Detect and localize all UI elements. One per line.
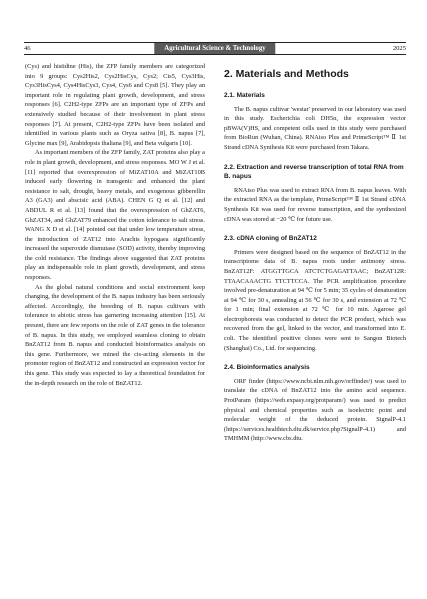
left-paragraph-3: As the global natural conditions and social environment keep changing, the development of the B. napus industry has been seriously affected. Accordingly, the breeding of B. napus cultivars with tolerance to abiotic stress has garnering increasing attention [15]. At present, there are few reports on the role of ZAT genes in the tolerance of B. napus. In this study, we employed seamless cloning to obtain BnZAT12 from B. napus and conducted bioinformatics analysis on this gene. Furthermore, we mined the cis-acting elements in the promoter region of BnZAT12 and constructed an expression vector for this gene. This study was expected to lay a theoretical foundation for the in-depth research on the role of BnZAT12. [25, 283, 205, 387]
subsection-2-1-text: The B. napus cultivar 'westar' preserved in our laboratory was used in this study. Escherichia coli DH5α, the expression vector pBWA(V)HS, and competent cells used in this study were purchased from BioRun (Wuhan, China). RNAiso Plus and PrimeScript™ Ⅱ 1st Strand cDNA Synthesis Kit were purchased from Takara. [224, 105, 406, 151]
subsection-2-3-text: Primers were designed based on the sequence of BnZAT12 in the transcriptome data of B. napus roots under antimony stress. BnZAT12F: ATGGTTGCA ATCTCTGAGATTAAC; BnZAT12R: TTAACAAACTG TTCTTCCA. The PCR amplification procedure involved pre-denaturation at 94 ℃ for 5 min; 35 cycles of denaturation at 94 ℃ for 30 s, annealing at 56 ℃ for 30 s, and extension at 72 ℃ for 1 min; final extension at 72 ℃ for 10 min. Agarose gel electrophoresis was conducted to detect the PCR product, which was recovered from the gel, linked to the vector, and transformed into E. coli. The identified positive clones were sent to Sangon Biotech (Shanghai) Co., Ltd. for sequencing. [224, 248, 406, 352]
running-header [24, 42, 406, 55]
subsection-2-2-text: RNAiso Plus was used to extract RNA from B. napus leaves. With the extracted RNA as the template, PrimeScript™ Ⅱ 1st Strand cDNA Synthesis Kit was used for reverse transcription, and the synthesized cDNA was stored at −20 ℃ for future use. [224, 186, 406, 223]
publication-year: 2025 [392, 45, 406, 52]
subsection-2-4-title: 2.4. Bioinformatics analysis [224, 364, 310, 372]
subsection-2-2-title: 2.2. Extraction and reverse transcription of total RNA from B. napus [224, 163, 404, 181]
subsection-2-4-text: ORF finder (https://www.ncbi.nlm.nih.gov/orffinder/) was used to translate the cDNA of BnZAT12 into the amino acid sequence. ProtParam (https://web.expasy.org/protparam/) was used to predict physical and chemical properties such as isoelectric point and molecular weight of the deduced protein. SignalP-4.1 (https://services.healthtech.dtu.dk/service.php?SignalP-4.1) and TMHMM (http://www.cbs.dtu. [224, 377, 406, 443]
section-title: 2. Materials and Methods [224, 68, 349, 80]
left-paragraph-1: (Cys) and histidine (His), the ZFP family members are categorized into 9 groups: Cys2His2, Cys2HisCys, Cys2; Cis5, Cys3His, Cys3HisCys4, Cys4HisCys3, Cys4, Cys6 and Cys8 [5]. They play an important role in regulating plant growth, development, and stress responses [6]. C2H2-type ZFPs are an important type of ZFPs and extensively studied because of their involvement in plant stress responses [7]. At present, C2H2-type ZFPs have been isolated and identified in various plants such as Oryza sativa [8], B. napus [7], Glycine max [9], Arabidopsis thaliana [9], and Beta vulgaris [10]. [25, 63, 205, 147]
page-number: 46 [24, 45, 31, 52]
subsection-2-3-title: 2.3. cDNA cloning of BnZAT12 [224, 235, 317, 243]
subsection-2-1-title: 2.1. Materials [224, 92, 265, 99]
left-column [25, 62, 205, 388]
left-paragraph-2: As important members of the ZFP family, ZAT proteins also play a role in plant growth, development, and stress responses. MO W J et al. [11] reported that overexpression of MiZAT10A and MiZAT10B induced early flowering in transgenic and enhanced the plant resistance to salt, drought, heavy metals, and exogenous gibberellin A3 (GA3) and abscisic acid (ABA). CHEN G Q et al. [12] and ABDUL R et al. [13] found that the overexpression of GhZAT6, GhZAT34, and GhZAT79 enhanced the cotton tolerance to salt stress. WANG X D et al. [14] pointed out that under low temperature stress, the introduction of ZAT12 into Arachis hypogaea significantly increased the superoxide dismutase (SOD) activity, thereby improving the cold resistance. The findings above suggested that ZAT proteins play an indispensable role in plant growth, development, and stress responses. [25, 149, 205, 282]
journal-name-banner: Agricultural Science & Technology [154, 43, 275, 54]
right-column [224, 62, 406, 444]
